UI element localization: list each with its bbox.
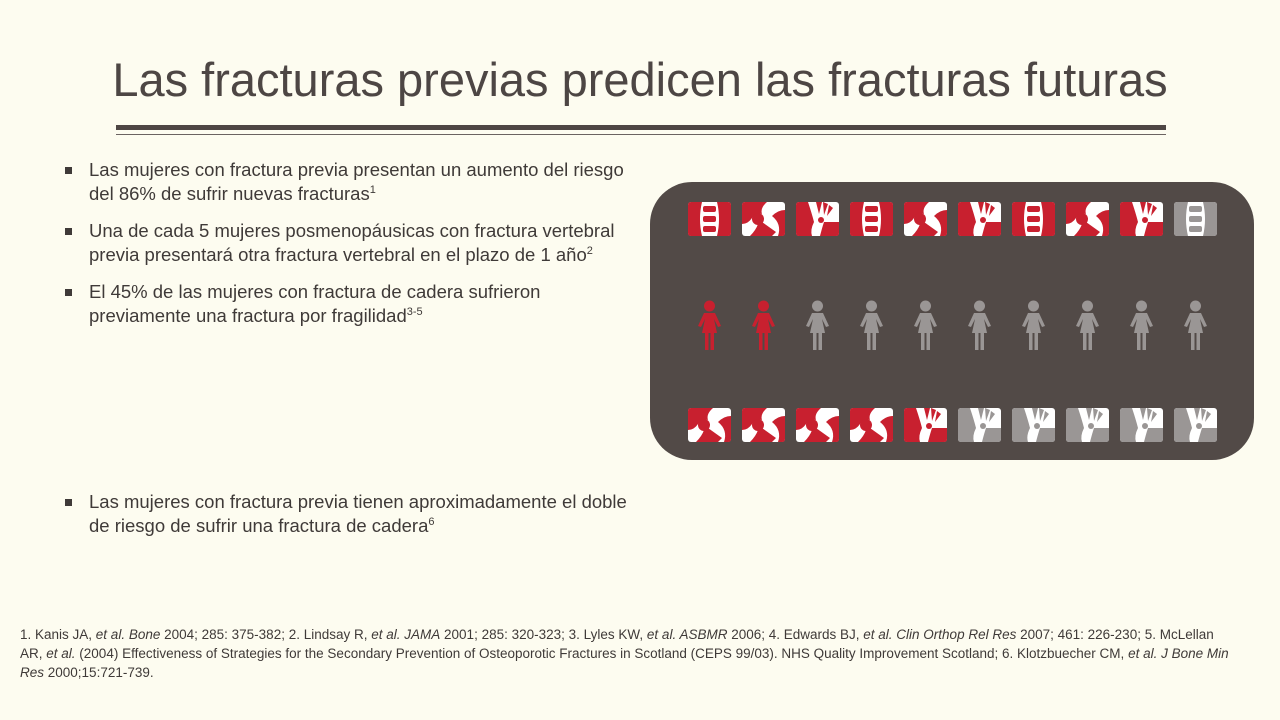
spine-icon	[688, 202, 731, 236]
wrist-icon	[1066, 408, 1109, 442]
bullet-text: El 45% de las mujeres con fractura de cadera sufrieron previamente una fractura por fragilidad	[89, 281, 541, 326]
ref-text: 2007; 461: 226-230; 5. McLellan AR,	[20, 627, 1214, 661]
bullet-item	[62, 219, 632, 267]
hip-icon	[796, 408, 839, 442]
woman-icon	[796, 300, 839, 352]
ref-text: et al. J Bone Min Res	[20, 646, 1229, 680]
ref-text: et al.	[46, 646, 76, 661]
woman-icon	[742, 300, 785, 352]
woman-icon	[850, 300, 893, 352]
wrist-icon	[1120, 202, 1163, 236]
woman-icon	[1066, 300, 1109, 352]
spine-icon	[850, 202, 893, 236]
wrist-icon	[904, 408, 947, 442]
ref-text: et al. JAMA	[371, 627, 441, 642]
bullet-marker-icon	[65, 289, 72, 296]
bullet-text: Las mujeres con fractura previa presentan un aumento del riesgo del 86% de sufrir nuevas fracturas	[89, 159, 624, 204]
spine-icon	[1012, 202, 1055, 236]
fracture-infographic-panel	[650, 182, 1254, 460]
bullet-item	[62, 280, 632, 328]
citation-sup: 3-5	[406, 305, 423, 318]
citation-sup: 6	[428, 515, 435, 528]
ref-text: et al. Bone	[95, 627, 161, 642]
hip-icon	[742, 202, 785, 236]
hip-icon	[688, 408, 731, 442]
slide-title: Las fracturas previas predicen las fracturas futuras	[112, 53, 1168, 106]
hip-icon	[904, 202, 947, 236]
hip-icon	[850, 408, 893, 442]
woman-icon	[1120, 300, 1163, 352]
ref-text: et al. Clin Orthop Rel Res	[863, 627, 1017, 642]
bullet-marker-icon	[65, 167, 72, 174]
ref-text: (2004) Effectiveness of Strategies for the Secondary Prevention of Osteoporotic Fractures in Scotland (CEPS 99/03). NHS Quality Improvement Scotland; 6. Klotzbuecher CM,	[75, 646, 1129, 661]
hip-icon	[1066, 202, 1109, 236]
ref-text: 2000;15:721-739.	[44, 665, 154, 680]
woman-icon	[688, 300, 731, 352]
spine-icon	[1174, 202, 1217, 236]
fracture-icon-row-top	[688, 202, 1217, 236]
bullet-marker-icon	[65, 499, 72, 506]
woman-icon	[1174, 300, 1217, 352]
wrist-icon	[1120, 408, 1163, 442]
ref-text: 2004; 285: 375-382; 2. Lindsay R,	[160, 627, 372, 642]
wrist-icon	[1012, 408, 1055, 442]
women-icon-row	[688, 300, 1217, 352]
hip-icon	[742, 408, 785, 442]
references	[20, 625, 1235, 682]
bullet-text: Una de cada 5 mujeres posmenopáusicas con fractura vertebral previa presentará otra fractura vertebral en el plazo de 1 año	[89, 220, 615, 265]
bullet-list	[62, 158, 632, 328]
bullet-list-secondary	[62, 490, 632, 538]
citation-sup: 2	[586, 244, 593, 257]
title-divider-thin	[116, 134, 1166, 135]
wrist-icon	[958, 408, 1001, 442]
ref-text: et al. ASBMR	[646, 627, 728, 642]
ref-text: 1. Kanis JA,	[20, 627, 96, 642]
bullet-item	[62, 490, 632, 538]
citation-sup: 1	[369, 183, 376, 196]
ref-text: 2006; 4. Edwards BJ,	[727, 627, 864, 642]
fracture-icon-row-bottom	[688, 408, 1217, 442]
wrist-icon	[1174, 408, 1217, 442]
woman-icon	[958, 300, 1001, 352]
bullet-item	[62, 158, 632, 206]
wrist-icon	[958, 202, 1001, 236]
title-divider-thick	[116, 125, 1166, 130]
bullet-marker-icon	[65, 228, 72, 235]
woman-icon	[1012, 300, 1055, 352]
wrist-icon	[796, 202, 839, 236]
ref-text: 2001; 285: 320-323; 3. Lyles KW,	[440, 627, 647, 642]
woman-icon	[904, 300, 947, 352]
bullet-text: Las mujeres con fractura previa tienen aproximadamente el doble de riesgo de sufrir una fractura de cadera	[89, 491, 627, 536]
